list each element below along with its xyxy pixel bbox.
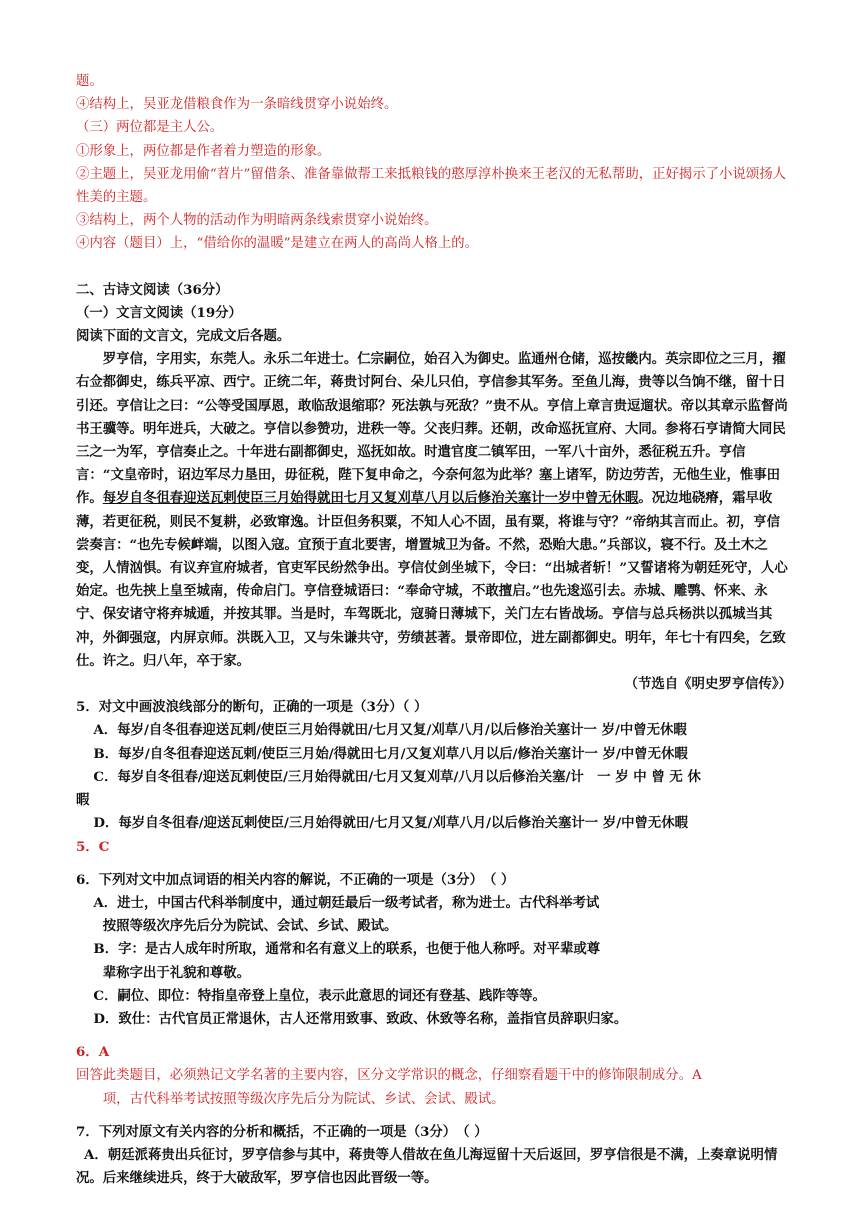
- answer-line: 题。: [76, 74, 103, 89]
- answer-line: ④结构上，吴亚龙借粮食作为一条暗线贯穿小说始终。: [76, 97, 398, 113]
- question-6-explanation-cont: 项，古代科举考试按照等级次序先后分为院试、乡试、会试、殿试。: [102, 1091, 505, 1107]
- passage-source: （节选自《明史罗亨信传》）: [624, 676, 792, 693]
- document-page: [76, 70, 792, 1190]
- question-5-answer: 5．C: [76, 838, 110, 855]
- answer-line: ②主题上，吴亚龙用偷“苕片”留借条、准备靠做帮工来抵粮钱的憨厚淳朴换来王老汉的无私帮助，正好揭示了小说颂扬人性美的主题。: [76, 166, 786, 206]
- question-5-option-c-cont: 暇: [76, 792, 90, 809]
- question-5-stem: 5．对文中画波浪线部分的断句，正确的一项是（3分）（ ）: [76, 699, 428, 716]
- question-6-answer: 6．A: [76, 1044, 110, 1061]
- question-6-explanation: 回答此类题目，必须熟记文学名著的主要内容，区分文学常识的概念，仔细察看题干中的修饰限制成分。A: [76, 1068, 702, 1084]
- section-instruction: 阅读下面的文言文，完成文后各题。: [76, 328, 291, 345]
- answer-line: ④内容（题目）上，“借给你的温暖”是建立在两人的高尚人格上的。: [76, 236, 479, 252]
- answer-line: （三）两位都是主人公。: [76, 120, 224, 136]
- question-5-option-c: C．每岁自冬徂春/迎送瓦剌使臣/三月始得就田/七月又复刈草/八月以后修治关塞/计 一 岁 中 曾 无 休: [93, 768, 701, 785]
- section-title: 二、古诗文阅读（36分）: [76, 281, 229, 298]
- question-6-option-c: C．嗣位、即位：特指皇帝登上皇位，表示此意思的词还有登基、践阼等等。: [93, 987, 546, 1004]
- section-subtitle: （一）文言文阅读（19分）: [76, 304, 242, 321]
- answer-line: ③结构上，两个人物的活动作为明暗两条线索贯穿小说始终。: [76, 213, 438, 229]
- passage-part-2: 。况边地硗瘠，霜早收薄，若更征税，则民不复耕，必致窜逸。计臣但务积粟，不知人心不固，虽有粟，将谁与守？”帝纳其言而止。初，亨信尝奏言：“也先专候衅端，以图入寇。宜预于直北要害，增置城卫为备。不然，恐贻大患。”兵部议，寝不行。及土木之变，人情汹惧。有议弃宣府城者，官吏军民纷然争出。亨信仗剑坐城下，令曰：“出城者斩！”又誓诸将为朝廷死守，人心始定。也先挟上皇至城南，传命启门。亨信登城语曰：“奉命守城，不敢擅启。”也先逡巡引去。赤城、雕鹗、怀来、永宁、保安诸守将弃城遁，并按其罪。当是时，车驾既北，寇骑日薄城下，关门左右皆战场。亨信与总兵杨洪以孤城当其冲，外御强寇，内屏京师。洪既入卫，又与朱谦共守，劳绩甚著。景帝即位，进左副都御史。明年，年七十有四矣，乞致仕。许之。归八年，卒于家。: [76, 490, 788, 669]
- question-6-option-a-cont: 按照等级次序先后分为院试、会试、乡试、殿试。: [102, 918, 398, 935]
- question-6-option-d: D．致仕：古代官员正常退休，古人还常用致事、致政、休致等名称，盖指官员辞职归家。: [93, 1010, 628, 1027]
- question-7-option-a: A．朝廷派蒋贵出兵征讨，罗亨信参与其中，蒋贵等人借故在鱼儿海逗留十天后返回，罗亨信很是不满，上奏章说明情况。后来继续进兵，终于大破敌军，罗亨信也因此晋级一等。: [76, 1146, 778, 1187]
- question-6-option-a: A．进士，中国古代科举制度中，通过朝廷最后一级考试者，称为进士。古代科举考试: [93, 894, 600, 911]
- question-6-option-b: B．字：是古人成年时所取，通常和名有意义上的联系，也便于他人称呼。对平辈或尊: [93, 941, 601, 958]
- question-7-stem: 7．下列对原文有关内容的分析和概括，不正确的一项是（3分） （ ）: [76, 1123, 488, 1140]
- question-6-stem: 6．下列对文中加点词语的相关内容的解说，不正确的一项是（3分） （ ）: [76, 871, 515, 888]
- classical-passage: [76, 348, 792, 673]
- question-5-option-a: A．每岁/自冬徂春迎送瓦剌/使臣三月始得就田/七月又复/刈草八月/以后修治关塞计一 岁/中曾无休暇: [93, 722, 687, 739]
- answer-line: ①形象上，两位都是作者着力塑造的形象。: [76, 143, 331, 159]
- passage-underlined: 每岁自冬徂春迎送瓦剌使臣三月始得就田七月又复刈草八月以后修治关塞计一岁中曾无休暇: [102, 490, 639, 507]
- question-5-option-b: B．每岁/自冬徂春迎送瓦剌/使臣三月始/得就田七月/又复刈草八月以后/修治关塞计一 岁/中曾无休暇: [93, 745, 688, 762]
- question-5-option-d: D．每岁自冬徂春/迎送瓦剌使臣/三月始得就田/七月又复/刈草八月/以后修治关塞计一 岁/中曾无休暇: [93, 815, 689, 832]
- question-6-option-b-cont: 辈称字出于礼貌和尊敬。: [102, 964, 251, 981]
- passage-part-1: 罗亨信，字用实，东莞人。永乐二年进士。仁宗嗣位，始召入为御史。监通州仓储，巡按畿内。英宗即位之三月，擢右佥都御史，练兵平凉、西宁。正统二年，蒋贵讨阿台、朵儿只伯，亨信参其军务。至鱼儿海，贵等以刍饷不继，留十日引还。亨信让之曰：“公等受国厚恩，敢临敌退缩耶？死法孰与死敌？”贵不从。亨信上章言贵逗遛状。帝以其章示监督尚书王骥等。明年进兵，大破之。亨信以参赞功，进秩一等。父丧归葬。还朝，改命巡抚宣府、大同。参将石亨请简大同民三之一为军，亨信奏止之。十年进右副都御史，巡抚如故。时遣官度二镇军田，一军八十亩外，悉征税五升。亨信言：“文皇帝时，诏边军尽力垦田，毋征税，陛下复申命之，今奈何忽为此举？塞上诸军，防边劳苦，无他生业，惟事田作。: [76, 351, 788, 507]
